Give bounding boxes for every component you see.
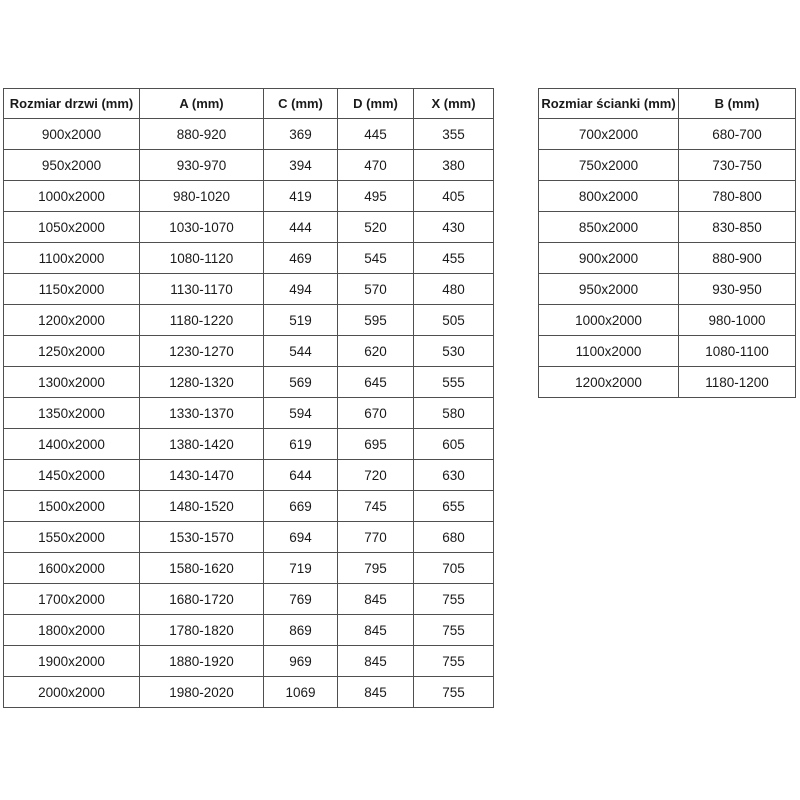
table-cell: 505 — [414, 305, 494, 336]
table-cell: 1680-1720 — [140, 584, 264, 615]
table-cell: 845 — [338, 646, 414, 677]
table-cell: 644 — [264, 460, 338, 491]
table-cell: 880-920 — [140, 119, 264, 150]
table-cell: 1900x2000 — [4, 646, 140, 677]
table-row — [4, 212, 494, 243]
table-row — [539, 243, 796, 274]
table-row — [4, 646, 494, 677]
table-cell: 700x2000 — [539, 119, 679, 150]
wall-size-table — [538, 88, 796, 398]
table-cell: 755 — [414, 584, 494, 615]
table-row — [4, 336, 494, 367]
table-cell: 695 — [338, 429, 414, 460]
column-header: B (mm) — [679, 89, 796, 119]
column-header: Rozmiar drzwi (mm) — [4, 89, 140, 119]
table-cell: 1700x2000 — [4, 584, 140, 615]
table-cell: 1000x2000 — [539, 305, 679, 336]
table-row — [539, 305, 796, 336]
table-cell: 670 — [338, 398, 414, 429]
table-cell: 770 — [338, 522, 414, 553]
table-cell: 869 — [264, 615, 338, 646]
table-cell: 950x2000 — [539, 274, 679, 305]
table-cell: 1550x2000 — [4, 522, 140, 553]
table-cell: 930-970 — [140, 150, 264, 181]
table-cell: 1430-1470 — [140, 460, 264, 491]
table-cell: 769 — [264, 584, 338, 615]
table-cell: 530 — [414, 336, 494, 367]
table-cell: 380 — [414, 150, 494, 181]
table-cell: 455 — [414, 243, 494, 274]
table-cell: 394 — [264, 150, 338, 181]
table-cell: 1200x2000 — [539, 367, 679, 398]
table-cell: 520 — [338, 212, 414, 243]
table-cell: 1050x2000 — [4, 212, 140, 243]
table-cell: 745 — [338, 491, 414, 522]
table-cell: 1450x2000 — [4, 460, 140, 491]
header-row — [4, 89, 494, 119]
table-cell: 1030-1070 — [140, 212, 264, 243]
table-cell: 1980-2020 — [140, 677, 264, 708]
table-row — [4, 491, 494, 522]
table-row — [4, 677, 494, 708]
column-header: D (mm) — [338, 89, 414, 119]
table-cell: 705 — [414, 553, 494, 584]
table-cell: 605 — [414, 429, 494, 460]
column-header: A (mm) — [140, 89, 264, 119]
table-cell: 930-950 — [679, 274, 796, 305]
table-cell: 2000x2000 — [4, 677, 140, 708]
table-cell: 795 — [338, 553, 414, 584]
table-row — [4, 429, 494, 460]
table-cell: 1600x2000 — [4, 553, 140, 584]
table-cell: 880-900 — [679, 243, 796, 274]
table-cell: 730-750 — [679, 150, 796, 181]
table-row — [539, 367, 796, 398]
table-cell: 544 — [264, 336, 338, 367]
table-row — [539, 119, 796, 150]
table-cell: 445 — [338, 119, 414, 150]
table-cell: 369 — [264, 119, 338, 150]
table-cell: 980-1020 — [140, 181, 264, 212]
table-cell: 1100x2000 — [4, 243, 140, 274]
table-cell: 850x2000 — [539, 212, 679, 243]
table-cell: 1180-1200 — [679, 367, 796, 398]
table-cell: 430 — [414, 212, 494, 243]
table-cell: 680-700 — [679, 119, 796, 150]
table-cell: 1000x2000 — [4, 181, 140, 212]
column-header: Rozmiar ścianki (mm) — [539, 89, 679, 119]
table-cell: 900x2000 — [539, 243, 679, 274]
table-cell: 1880-1920 — [140, 646, 264, 677]
table-cell: 1800x2000 — [4, 615, 140, 646]
table-cell: 630 — [414, 460, 494, 491]
table-cell: 1080-1120 — [140, 243, 264, 274]
column-header: C (mm) — [264, 89, 338, 119]
table-cell: 444 — [264, 212, 338, 243]
table-row — [4, 150, 494, 181]
table-cell: 830-850 — [679, 212, 796, 243]
table-cell: 469 — [264, 243, 338, 274]
table-cell: 1180-1220 — [140, 305, 264, 336]
table-cell: 1330-1370 — [140, 398, 264, 429]
table-row — [4, 305, 494, 336]
table-cell: 1150x2000 — [4, 274, 140, 305]
table-row — [4, 243, 494, 274]
table-cell: 1400x2000 — [4, 429, 140, 460]
table-cell: 1100x2000 — [539, 336, 679, 367]
table-cell: 980-1000 — [679, 305, 796, 336]
table-cell: 1250x2000 — [4, 336, 140, 367]
table-cell: 1530-1570 — [140, 522, 264, 553]
table-cell: 1500x2000 — [4, 491, 140, 522]
table-cell: 719 — [264, 553, 338, 584]
table-cell: 569 — [264, 367, 338, 398]
table-cell: 720 — [338, 460, 414, 491]
table-cell: 620 — [338, 336, 414, 367]
table-row — [539, 181, 796, 212]
table-cell: 1230-1270 — [140, 336, 264, 367]
table-cell: 519 — [264, 305, 338, 336]
table-row — [4, 522, 494, 553]
table-cell: 969 — [264, 646, 338, 677]
table-cell: 1200x2000 — [4, 305, 140, 336]
table-cell: 845 — [338, 615, 414, 646]
table-cell: 655 — [414, 491, 494, 522]
table-cell: 845 — [338, 584, 414, 615]
table-row — [4, 398, 494, 429]
table-row — [4, 584, 494, 615]
table-cell: 1280-1320 — [140, 367, 264, 398]
table-cell: 755 — [414, 677, 494, 708]
table-row — [4, 367, 494, 398]
table-row — [539, 274, 796, 305]
table-row — [539, 336, 796, 367]
column-header: X (mm) — [414, 89, 494, 119]
table-cell: 1480-1520 — [140, 491, 264, 522]
table-cell: 555 — [414, 367, 494, 398]
table-row — [4, 553, 494, 584]
table-cell: 1080-1100 — [679, 336, 796, 367]
door-size-table — [3, 88, 494, 708]
table-cell: 470 — [338, 150, 414, 181]
table-row — [4, 460, 494, 491]
table-cell: 800x2000 — [539, 181, 679, 212]
table-cell: 545 — [338, 243, 414, 274]
table-cell: 845 — [338, 677, 414, 708]
table-cell: 755 — [414, 646, 494, 677]
table-cell: 755 — [414, 615, 494, 646]
table-cell: 694 — [264, 522, 338, 553]
table-cell: 669 — [264, 491, 338, 522]
table-row — [4, 615, 494, 646]
table-cell: 750x2000 — [539, 150, 679, 181]
table-cell: 595 — [338, 305, 414, 336]
table-row — [4, 181, 494, 212]
table-row — [4, 274, 494, 305]
table-row — [539, 212, 796, 243]
table-cell: 1300x2000 — [4, 367, 140, 398]
header-row — [539, 89, 796, 119]
table-cell: 405 — [414, 181, 494, 212]
table-cell: 645 — [338, 367, 414, 398]
table-cell: 1780-1820 — [140, 615, 264, 646]
table-cell: 419 — [264, 181, 338, 212]
table-row — [539, 150, 796, 181]
table-row — [4, 119, 494, 150]
table-cell: 1069 — [264, 677, 338, 708]
table-cell: 580 — [414, 398, 494, 429]
table-cell: 950x2000 — [4, 150, 140, 181]
table-cell: 594 — [264, 398, 338, 429]
table-cell: 1130-1170 — [140, 274, 264, 305]
table-cell: 570 — [338, 274, 414, 305]
table-cell: 900x2000 — [4, 119, 140, 150]
table-cell: 1380-1420 — [140, 429, 264, 460]
table-cell: 780-800 — [679, 181, 796, 212]
table-cell: 494 — [264, 274, 338, 305]
table-cell: 680 — [414, 522, 494, 553]
table-cell: 495 — [338, 181, 414, 212]
table-cell: 619 — [264, 429, 338, 460]
table-cell: 480 — [414, 274, 494, 305]
table-cell: 1580-1620 — [140, 553, 264, 584]
table-cell: 1350x2000 — [4, 398, 140, 429]
table-cell: 355 — [414, 119, 494, 150]
